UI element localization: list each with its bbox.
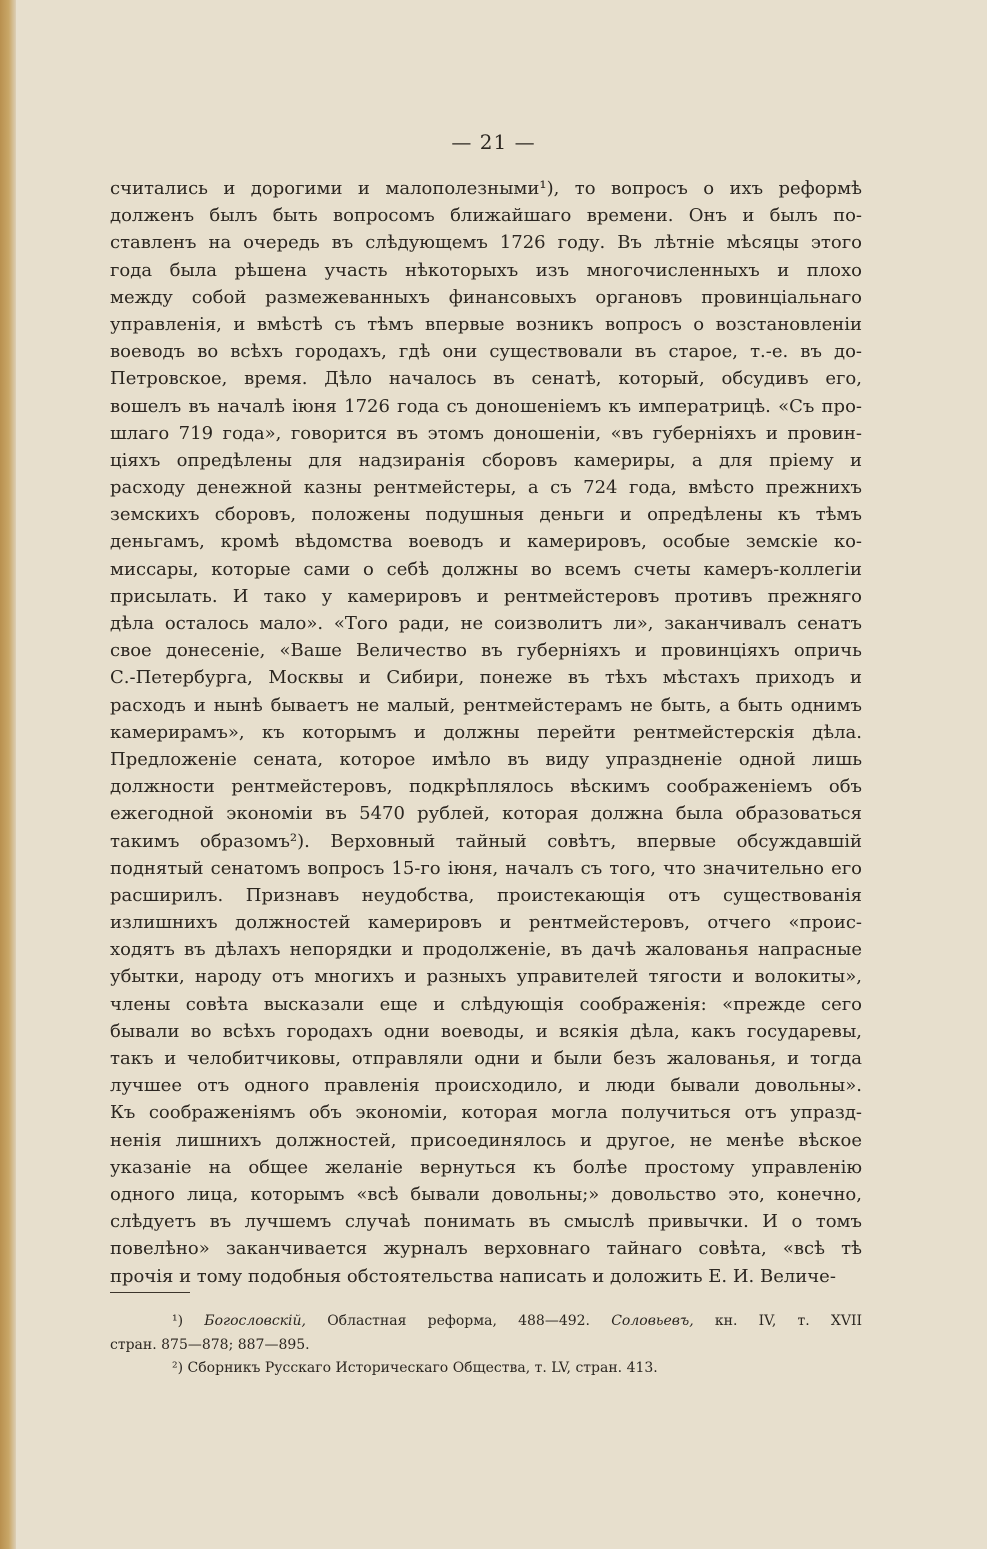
text-line: ставленъ на очередь въ слѣдующемъ 1726 году. Въ лѣтніе мѣсяцы этого bbox=[110, 232, 862, 254]
text-line: деньгамъ, кромѣ вѣдомства воеводъ и камерировъ, особые земскіе ко- bbox=[110, 531, 862, 553]
text-line: между собой размежеванныхъ финансовыхъ органовъ провинціальнаго bbox=[110, 286, 862, 308]
text-line: года была рѣшена участь нѣкоторыхъ изъ многочисленныхъ и плохо bbox=[110, 259, 862, 281]
text-line: ціяхъ опредѣлены для надзиранія сборовъ камериры, а для пріему и bbox=[110, 449, 862, 471]
text-line: Предложеніе сената, которое имѣло въ виду упраздненіе одной лишь bbox=[110, 748, 862, 770]
footnote-1-marker: ¹) bbox=[172, 1313, 184, 1329]
body-text bbox=[110, 175, 862, 1290]
text-line: вошелъ въ началѣ іюня 1726 года съ доношеніемъ къ императрицѣ. «Съ про- bbox=[110, 395, 862, 417]
text-line: повелѣно» заканчивается журналъ верховнаго тайнаго совѣта, «всѣ тѣ bbox=[110, 1238, 862, 1260]
footnote-1 bbox=[110, 1310, 862, 1334]
text-line: дѣла осталось мало». «Того ради, не соизволитъ ли», заканчивалъ сенатъ bbox=[110, 613, 862, 634]
text-line: воеводъ во всѣхъ городахъ, гдѣ они существовали въ старое, т.-е. въ до- bbox=[110, 341, 862, 363]
text-line: убытки, народу отъ многихъ и разныхъ управителей тягости и волокиты», bbox=[110, 966, 862, 988]
text-line: С.-Петербурга, Москвы и Сибири, понеже въ тѣхъ мѣстахъ приходъ и bbox=[110, 667, 862, 689]
page-number: — 21 — bbox=[451, 130, 536, 154]
text-line: шлаго 719 года», говорится въ этомъ доношеніи, «въ губерніяхъ и провин- bbox=[110, 422, 862, 444]
text-line: ненія лишнихъ должностей, присоединялось и другое, не менѣе вѣское bbox=[110, 1129, 862, 1151]
text-line: управленія, и вмѣстѣ съ тѣмъ впервые возникъ вопросъ о возстановленіи bbox=[110, 313, 862, 335]
text-line: ежегодной экономіи въ 5470 рублей, которая должна была образоваться bbox=[110, 803, 862, 825]
text-line: Петровское, время. Дѣло началось въ сенатѣ, который, обсудивъ его, bbox=[110, 368, 862, 390]
text-line: поднятый сенатомъ вопросъ 15-го іюня, началъ съ того, что значительно его bbox=[110, 857, 862, 879]
footnotes bbox=[110, 1310, 862, 1381]
footnote-2-text: Сборникъ Русскаго Историческаго Общества, т. LV, стран. 413. bbox=[187, 1360, 658, 1376]
text-line: свое донесеніе, «Ваше Величество въ губерніяхъ и провинціяхъ опричь bbox=[110, 640, 862, 662]
text-line: земскихъ сборовъ, положены подушныя деньги и опредѣлены къ тѣмъ bbox=[110, 504, 862, 526]
text-line: миссары, которые сами о себѣ должны во всемъ счеты камеръ-коллегіи bbox=[110, 558, 862, 580]
text-line: лучшее отъ одного правленія происходило, и люди бывали довольны». bbox=[110, 1075, 862, 1097]
text-line: должности рентмейстеровъ, подкрѣплялось вѣскимъ соображеніемъ объ bbox=[110, 776, 862, 798]
footnote-separator bbox=[110, 1292, 190, 1293]
text-line: ходятъ въ дѣлахъ непорядки и продолженіе, въ дачѣ жалованья напрасные bbox=[110, 939, 862, 961]
text-line: излишнихъ должностей камерировъ и рентмейстеровъ, отчего «проис- bbox=[110, 912, 862, 934]
text-line: бывали во всѣхъ городахъ одни воеводы, и всякія дѣла, какъ государевы, bbox=[110, 1020, 862, 1042]
text-line: прочія и тому подобныя обстоятельства написать и доложить Е. И. Величе- bbox=[110, 1265, 836, 1287]
text-line: расходу денежной казны рентмейстеры, а съ 724 года, вмѣсто прежнихъ bbox=[110, 477, 862, 499]
footnote-1-author-2: Соловьевъ, bbox=[611, 1313, 694, 1329]
footnote-1-text-1: Областная реформа, 488—492. bbox=[327, 1313, 591, 1329]
footnote-2 bbox=[110, 1357, 862, 1381]
text-line: расходъ и нынѣ бываетъ не малый, рентмейстерамъ не быть, а быть однимъ bbox=[110, 694, 862, 716]
text-line: одного лица, которымъ «всѣ бывали довольны;» довольство это, конечно, bbox=[110, 1183, 862, 1205]
footnote-1-text-2: кн. IV, т. XVII bbox=[714, 1313, 862, 1329]
text-line: считались и дорогими и малополезными¹), то вопросъ о ихъ реформѣ bbox=[110, 178, 862, 199]
text-line: такимъ образомъ²). Верховный тайный совѣтъ, впервые обсуждавшій bbox=[110, 830, 862, 852]
text-line: указаніе на общее желаніе вернуться къ болѣе простому управленію bbox=[110, 1156, 862, 1178]
text-line: члены совѣта высказали еще и слѣдующія соображенія: «прежде сего bbox=[110, 993, 862, 1015]
page-binding-edge bbox=[0, 0, 16, 1549]
text-line: расширилъ. Признавъ неудобства, проистекающія отъ существованія bbox=[110, 884, 862, 906]
text-line: долженъ былъ быть вопросомъ ближайшаго времени. Онъ и былъ по- bbox=[110, 205, 862, 227]
text-line: Къ соображеніямъ объ экономіи, которая могла получиться отъ упразд- bbox=[110, 1102, 862, 1124]
text-line: камерирамъ», къ которымъ и должны перейти рентмейстерскія дѣла. bbox=[110, 721, 862, 743]
footnote-1-author-1: Богословскій, bbox=[204, 1313, 306, 1329]
text-line: слѣдуетъ въ лучшемъ случаѣ понимать въ смыслѣ привычки. И о томъ bbox=[110, 1211, 862, 1233]
text-line: такъ и челобитчиковы, отправляли одни и были безъ жалованья, и тогда bbox=[110, 1048, 862, 1069]
text-line: присылать. И тако у камерировъ и рентмейстеровъ противъ прежняго bbox=[110, 585, 862, 607]
footnote-2-marker: ²) bbox=[172, 1360, 184, 1376]
footnote-1-continuation: стран. 875—878; 887—895. bbox=[110, 1336, 310, 1353]
